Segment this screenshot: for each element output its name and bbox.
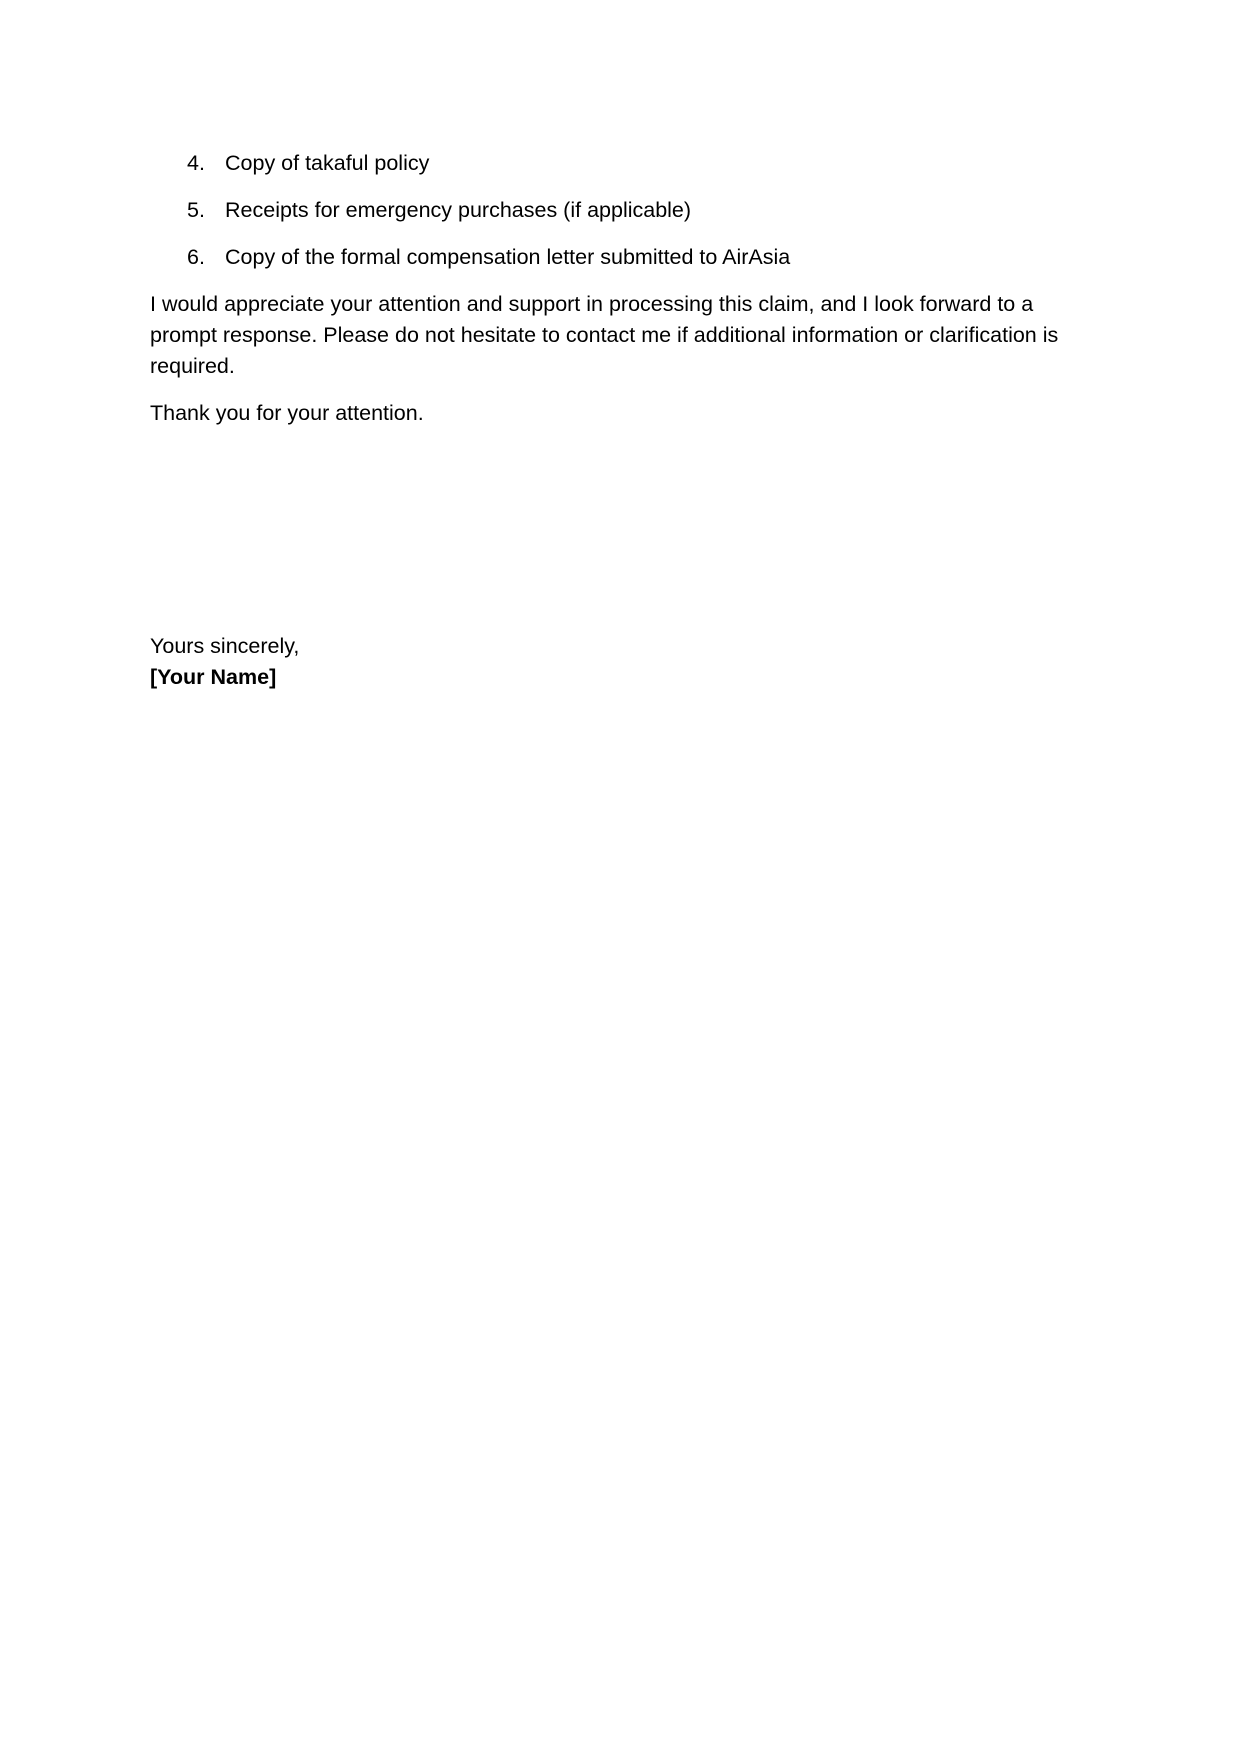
closing-salutation: Yours sincerely, [150,634,300,658]
list-item-number: 4. [187,151,205,175]
list-item [150,242,1085,273]
list-item-text: Copy of takaful policy [225,151,430,175]
attachments-list [150,148,1085,273]
letter-body [150,148,1085,429]
list-item-number: 6. [187,245,205,269]
list-item-number: 5. [187,198,205,222]
list-item-text: Copy of the formal compensation letter submitted to AirAsia [225,245,791,269]
appreciation-paragraph: I would appreciate your attention and support in processing this claim, and I look forward to a prompt response. Please do not hesitate to contact me if additional information or clarification is required. [150,292,1059,378]
list-item [150,148,1085,179]
signature-name: [Your Name] [150,665,277,689]
thanks-paragraph: Thank you for your attention. [150,401,424,425]
letter-closing [150,631,299,693]
list-item-text: Receipts for emergency purchases (if applicable) [225,198,692,222]
list-item [150,195,1085,226]
